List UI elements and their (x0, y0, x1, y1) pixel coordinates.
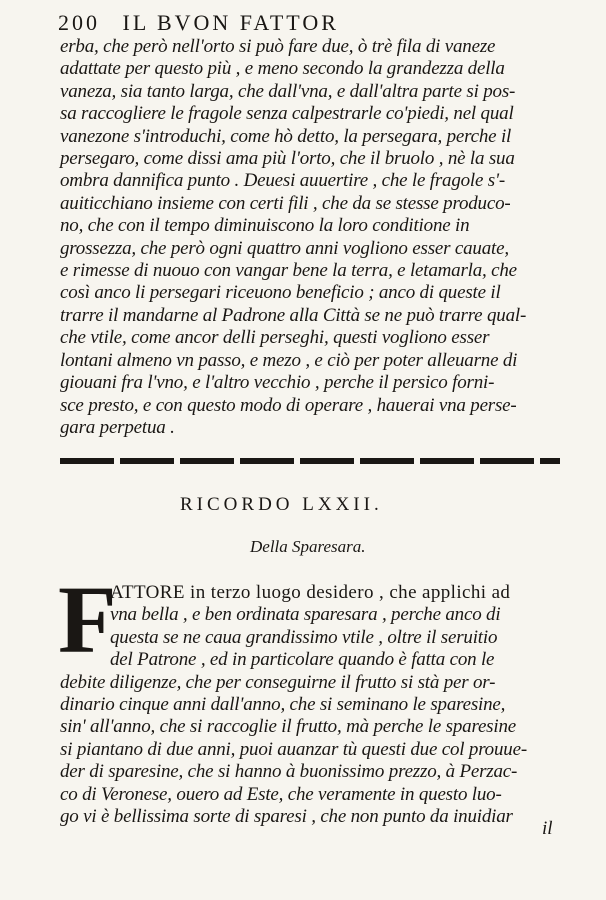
text-line: e rimesse di nuouo con vangar bene la terra, e letamarla, che (60, 260, 517, 282)
text-line: lontani almeno vn passo, e mezo , e ciò per poter alleuarne di (60, 349, 518, 371)
top-paragraph (60, 36, 580, 439)
text-line: persegaro, come dissi ama più l'orto, che il bruolo , nè la sua (60, 148, 515, 170)
text-line: giouani fra l'vno, e l'altro vecchio , perche il persico forni- (60, 372, 495, 394)
text-line: trarre il mandarne al Padrone alla Città se ne può trarre qual- (60, 304, 527, 326)
section-subheading: Della Sparesara. (250, 537, 366, 556)
text-line: sin' all'anno, che si raccoglie il frutto, mà perche le sparesine (60, 716, 516, 738)
text-line: no, che con il tempo diminuiscono la loro conditione in (60, 215, 470, 237)
text-line: debite diligenze, che per conseguirne il frutto si stà per or- (60, 671, 496, 693)
text-line: che vtile, come ancor delli perseghi, questi vogliono esser (60, 327, 490, 349)
catchword: il (542, 818, 553, 839)
page-number: 200 (58, 10, 100, 35)
text-line: go vi è bellissima sorte di sparesi , che non punto da inuidiar (60, 806, 513, 828)
drop-cap: F (58, 566, 117, 673)
running-head (58, 6, 558, 40)
bottom-paragraph (60, 582, 582, 828)
text-line: vaneza, sia tanto larga, che dall'vna, e dall'altra parte si pos- (60, 80, 516, 102)
text-line: sa raccogliere le fragole senza calpestrarle co'piedi, nel qual (60, 103, 514, 125)
text-line: sce presto, e con questo modo di operare , hauerai vna perse- (60, 394, 517, 416)
text-line: dinario cinque anni dall'anno, che si seminano le sparesine, (60, 694, 506, 716)
text-line: ombra dannifica punto . Deuesi auuertire , che le fragole s'- (60, 170, 505, 192)
text-line: gara perpetua . (60, 416, 175, 438)
text-line: auiticchiano insieme con certi fili , che da se stesse produco- (60, 192, 511, 214)
text-line: ATTORE in terzo luogo desidero , che applichi ad (110, 582, 511, 603)
text-line: grossezza, che però ogni quattro anni vogliono esser cauate, (60, 237, 509, 259)
text-line: così anco li persegari riceuono beneficio ; anco di queste il (60, 282, 501, 304)
text-line: si piantano di due anni, puoi auanzar tù questi due col prouue- (60, 738, 527, 760)
text-line: del Patrone , ed in particolare quando è fatta con le (110, 649, 495, 671)
text-line: adattate per questo più , e meno secondo la grandezza della (60, 58, 505, 80)
text-line: vanezone s'introduchi, come hò detto, la persegara, perche il (60, 125, 512, 147)
text-line: erba, che però nell'orto si può fare due, ò trè fila di vaneze (60, 36, 496, 57)
text-line: co di Veronese, ouero ad Este, che veramente in questo luo- (60, 783, 502, 805)
running-title: IL BVON FATTOR (122, 10, 339, 35)
text-line: vna bella , e ben ordinata sparesara , perche anco di (110, 604, 501, 626)
text-line: questa se ne caua grandissimo vtile , oltre il seruitio (110, 626, 498, 648)
section-heading: RICORDO LXXII. (180, 494, 383, 515)
text-line: der di sparesine, che si hanno à buonissimo prezzo, à Perzac- (60, 761, 518, 783)
section-divider-rule (60, 458, 560, 464)
